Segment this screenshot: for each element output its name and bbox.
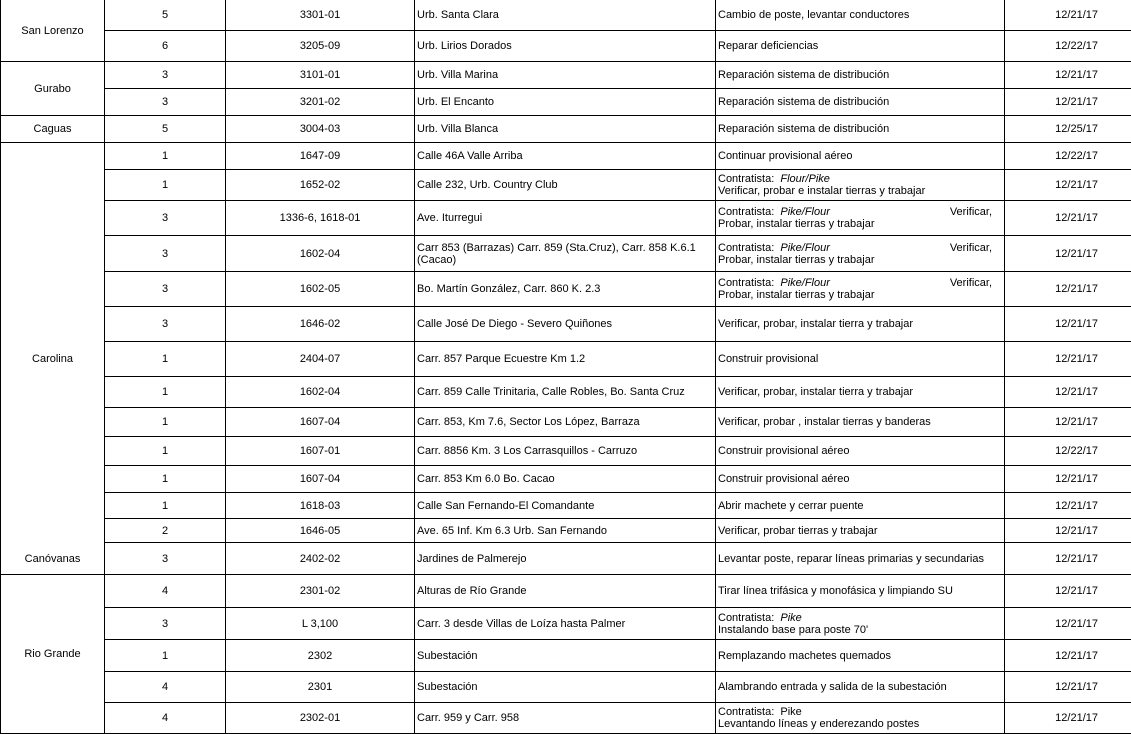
- circuit-cell: [226, 201, 415, 236]
- location-text: Jardines de Palmerejo: [417, 552, 527, 565]
- brigade-cell: [105, 170, 226, 201]
- contractor-line: [718, 277, 992, 289]
- date-cell: [1005, 272, 1131, 307]
- location-cell: [415, 493, 716, 519]
- brigade-count: 3: [161, 96, 169, 108]
- circuit-cell: [226, 672, 415, 703]
- brigade-count: 1: [161, 416, 169, 428]
- task-content: [718, 40, 992, 52]
- location-text: Carr. 8856 Km. 3 Los Carrasquillos - Carruzo: [417, 445, 638, 457]
- brigade-count: 1: [161, 386, 169, 398]
- brigade-count: 1: [161, 649, 169, 662]
- task-cell: [716, 408, 1005, 437]
- location-cell: [415, 342, 716, 377]
- circuit-cell: [226, 143, 415, 170]
- task-cell: [716, 575, 1005, 608]
- location-cell: [415, 89, 716, 116]
- contractor-label: Contratista:: [718, 173, 775, 185]
- brigade-count: 3: [161, 552, 169, 565]
- brigade-count: 5: [161, 9, 169, 21]
- task-content: [718, 206, 992, 230]
- task-content: [718, 96, 992, 108]
- contractor-name: Pike/Flour: [780, 277, 830, 289]
- task-text: Reparar deficiencias: [718, 40, 819, 52]
- circuit-id: L 3,100: [301, 617, 339, 630]
- brigade-count: 1: [161, 445, 169, 457]
- brigade-cell: [105, 672, 226, 703]
- circuit-id: 2302-01: [299, 712, 341, 724]
- task-content: [718, 681, 992, 693]
- task-content: [718, 353, 992, 365]
- task-content: [718, 9, 992, 21]
- location-text: Calle 232, Urb. Country Club: [417, 179, 558, 191]
- location-cell: [415, 703, 716, 734]
- circuit-cell: [226, 342, 415, 377]
- brigade-cell: [105, 342, 226, 377]
- task-content: [718, 706, 992, 730]
- location-cell: [415, 640, 716, 672]
- brigade-count: 1: [161, 353, 169, 365]
- town-cell: [0, 143, 105, 575]
- circuit-cell: [226, 272, 415, 307]
- circuit-cell: [226, 640, 415, 672]
- task-content: [718, 150, 992, 162]
- task-text: Verificar, probar , instalar tierras y banderas: [718, 416, 931, 428]
- brigade-count: 1: [161, 499, 169, 512]
- task-text: Construir provisional aéreo: [718, 445, 850, 457]
- task-cell: [716, 672, 1005, 703]
- location-text: Carr 853 (Barrazas) Carr. 859 (Sta.Cruz), Carr. 858 K.6.1 (Cacao): [417, 241, 696, 266]
- brigade-count: 3: [161, 318, 169, 330]
- task-content: [718, 473, 992, 485]
- contractor-line: [718, 612, 992, 624]
- location-text: Calle José De Diego - Severo Quiñones: [417, 318, 613, 330]
- circuit-id: 3301-01: [299, 9, 341, 21]
- date-cell: [1005, 377, 1131, 408]
- brigade-cell: [105, 116, 226, 143]
- location-cell: [415, 377, 716, 408]
- task-cell: [716, 437, 1005, 466]
- contractor-label: Contratista:: [718, 277, 775, 289]
- circuit-id: 1646-05: [299, 524, 341, 537]
- task-cell: [716, 170, 1005, 201]
- contractor-name: Pike/Flour: [780, 206, 830, 218]
- circuit-id: 1607-04: [299, 473, 341, 485]
- date-text: 12/21/17: [1055, 585, 1098, 597]
- brigade-count: 3: [161, 283, 169, 295]
- contractor-name: Flour/Pike: [780, 173, 830, 185]
- task-content: [718, 525, 992, 537]
- task-content: [718, 445, 992, 457]
- brigade-count: 1: [161, 150, 169, 162]
- task-cell: [716, 640, 1005, 672]
- task-cell: [716, 236, 1005, 272]
- contractor-name: Pike: [780, 611, 802, 624]
- date-cell: [1005, 703, 1131, 734]
- task-first-word: Verificar,: [949, 206, 992, 218]
- date-cell: [1005, 437, 1131, 466]
- task-content: [718, 500, 992, 512]
- town-name: San Lorenzo: [21, 24, 84, 37]
- brigade-cell: [105, 575, 226, 608]
- date-text: 12/21/17: [1055, 9, 1098, 21]
- circuit-id: 1647-09: [299, 150, 341, 162]
- location-text: Carr. 3 desde Villas de Loíza hasta Palmer: [417, 617, 626, 630]
- location-text: Urb. Villa Marina: [417, 69, 499, 81]
- contractor-label: Contratista:: [718, 611, 775, 624]
- location-cell: [415, 62, 716, 89]
- brigade-count: 2: [161, 524, 169, 537]
- task-text: Verificar, probar tierras y trabajar: [718, 524, 878, 537]
- brigade-cell: [105, 640, 226, 672]
- location-cell: [415, 0, 716, 31]
- date-cell: [1005, 543, 1131, 575]
- brigade-cell: [105, 377, 226, 408]
- date-text: 12/21/17: [1055, 353, 1098, 365]
- date-cell: [1005, 0, 1131, 31]
- circuit-id: 2301: [307, 681, 333, 693]
- location-cell: [415, 116, 716, 143]
- date-cell: [1005, 143, 1131, 170]
- task-text: Reparación sistema de distribución: [718, 69, 890, 81]
- location-text: Urb. Santa Clara: [417, 9, 499, 21]
- circuit-cell: [226, 408, 415, 437]
- circuit-cell: [226, 170, 415, 201]
- circuit-cell: [226, 377, 415, 408]
- circuit-id: 1602-04: [299, 386, 341, 398]
- location-cell: [415, 608, 716, 640]
- task-text: Reparación sistema de distribución: [718, 96, 890, 108]
- brigade-count: 6: [161, 40, 169, 52]
- date-text: 12/21/17: [1055, 416, 1098, 428]
- task-cell: [716, 377, 1005, 408]
- town-cell: [0, 543, 105, 575]
- contractor-label: Contratista:: [718, 706, 775, 718]
- date-cell: [1005, 89, 1131, 116]
- date-text: 12/21/17: [1055, 283, 1098, 295]
- task-text: Verificar, probar, instalar tierra y trabajar: [718, 318, 914, 330]
- location-text: Ave. 65 Inf. Km 6.3 Urb. San Fernando: [417, 524, 607, 537]
- brigade-count: 3: [161, 212, 169, 224]
- task-first-word: Verificar,: [949, 241, 992, 254]
- location-cell: [415, 575, 716, 608]
- circuit-cell: [226, 543, 415, 575]
- task-cell: [716, 201, 1005, 236]
- task-first-word: Verificar,: [949, 277, 992, 289]
- brigade-cell: [105, 0, 226, 31]
- brigade-count: 4: [161, 712, 169, 724]
- town-cell: [0, 575, 105, 734]
- circuit-id: 1618-03: [299, 499, 341, 512]
- brigade-cell: [105, 608, 226, 640]
- contractor-name: Pike/Flour: [780, 241, 830, 254]
- circuit-cell: [226, 493, 415, 519]
- circuit-cell: [226, 703, 415, 734]
- date-cell: [1005, 342, 1131, 377]
- task-text: Construir provisional aéreo: [718, 473, 850, 485]
- location-text: Carr. 859 Calle Trinitaria, Calle Robles, Bo. Santa Cruz: [417, 386, 685, 398]
- location-text: Subestación: [417, 649, 478, 662]
- date-cell: [1005, 307, 1131, 342]
- date-text: 12/25/17: [1055, 123, 1098, 135]
- location-cell: [415, 543, 716, 575]
- brigade-cell: [105, 466, 226, 493]
- date-text: 12/21/17: [1055, 617, 1098, 630]
- circuit-cell: [226, 575, 415, 608]
- brigade-count: 3: [161, 69, 169, 81]
- date-cell: [1005, 519, 1131, 543]
- date-text: 12/21/17: [1055, 318, 1098, 330]
- date-text: 12/21/17: [1055, 96, 1098, 108]
- circuit-cell: [226, 236, 415, 272]
- brigade-cell: [105, 703, 226, 734]
- task-text: Probar, instalar tierras y trabajar: [718, 289, 875, 301]
- task-text: Cambio de poste, levantar conductores: [718, 9, 910, 21]
- town-name: Caguas: [33, 123, 72, 135]
- date-text: 12/21/17: [1055, 552, 1098, 565]
- location-cell: [415, 672, 716, 703]
- task-cell: [716, 62, 1005, 89]
- location-text: Ave. Iturregui: [417, 212, 483, 224]
- task-content: [718, 386, 992, 398]
- date-text: 12/21/17: [1055, 649, 1098, 662]
- location-cell: [415, 307, 716, 342]
- task-cell: [716, 543, 1005, 575]
- brigade-cell: [105, 493, 226, 519]
- date-cell: [1005, 170, 1131, 201]
- task-text: Construir provisional: [718, 353, 819, 365]
- circuit-cell: [226, 466, 415, 493]
- brigade-count: 5: [161, 123, 169, 135]
- task-content: [718, 318, 992, 330]
- brigade-count: 4: [161, 585, 169, 597]
- brigade-cell: [105, 543, 226, 575]
- town-cell: [0, 62, 105, 116]
- circuit-cell: [226, 519, 415, 543]
- date-cell: [1005, 116, 1131, 143]
- task-text: Abrir machete y cerrar puente: [718, 499, 864, 512]
- town-name: Rio Grande: [24, 648, 81, 660]
- brigade-cell: [105, 143, 226, 170]
- location-text: Calle 46A Valle Arriba: [417, 150, 523, 162]
- task-cell: [716, 89, 1005, 116]
- location-cell: [415, 170, 716, 201]
- circuit-cell: [226, 437, 415, 466]
- location-cell: [415, 466, 716, 493]
- brigade-cell: [105, 408, 226, 437]
- contractor-label: Contratista:: [718, 241, 775, 254]
- location-text: Carr. 959 y Carr. 958: [417, 712, 520, 724]
- date-text: 12/22/17: [1055, 150, 1098, 162]
- task-cell: [716, 493, 1005, 519]
- contractor-line: [718, 206, 992, 218]
- task-text: Verificar, probar, instalar tierra y trabajar: [718, 386, 914, 398]
- circuit-cell: [226, 31, 415, 62]
- brigade-cell: [105, 272, 226, 307]
- date-text: 12/21/17: [1055, 69, 1098, 81]
- date-text: 12/21/17: [1055, 524, 1098, 537]
- brigade-cell: [105, 236, 226, 272]
- date-cell: [1005, 672, 1131, 703]
- contractor-name: Pike: [780, 706, 802, 718]
- task-content: [718, 69, 992, 81]
- town-name: Gurabo: [34, 82, 71, 95]
- town-cell: [0, 0, 105, 62]
- date-text: 12/21/17: [1055, 473, 1098, 485]
- location-text: Alturas de Río Grande: [417, 585, 527, 597]
- task-text: Probar, instalar tierras y trabajar: [718, 253, 875, 266]
- circuit-id: 1607-01: [299, 445, 341, 457]
- task-text: Levantando líneas y enderezando postes: [718, 718, 920, 730]
- date-text: 12/21/17: [1055, 712, 1098, 724]
- brigade-count: 3: [161, 617, 169, 630]
- brigade-count: 4: [161, 681, 169, 693]
- date-text: 12/21/17: [1055, 499, 1098, 512]
- date-text: 12/21/17: [1055, 247, 1098, 260]
- task-content: [718, 650, 992, 662]
- circuit-id: 3205-09: [299, 40, 341, 52]
- date-cell: [1005, 236, 1131, 272]
- brigade-count: 1: [161, 179, 169, 191]
- task-content: [718, 173, 992, 197]
- circuit-id: 1646-02: [299, 318, 341, 330]
- circuit-id: 2402-02: [299, 552, 341, 565]
- task-content: [718, 612, 992, 636]
- town-name: Canóvanas: [24, 552, 81, 565]
- location-text: Bo. Martín González, Carr. 860 K. 2.3: [417, 283, 601, 295]
- task-cell: [716, 0, 1005, 31]
- task-content: [718, 277, 992, 301]
- brigade-cell: [105, 519, 226, 543]
- brigade-cell: [105, 437, 226, 466]
- circuit-id: 3004-03: [299, 123, 341, 135]
- location-text: Subestación: [417, 681, 478, 693]
- circuit-id: 3201-02: [299, 96, 341, 108]
- task-cell: [716, 272, 1005, 307]
- date-cell: [1005, 493, 1131, 519]
- date-cell: [1005, 575, 1131, 608]
- circuit-id: 2404-07: [299, 353, 341, 365]
- circuit-cell: [226, 608, 415, 640]
- task-text: Reparación sistema de distribución: [718, 123, 890, 135]
- brigade-cell: [105, 307, 226, 342]
- town-name: Carolina: [32, 352, 73, 365]
- date-cell: [1005, 31, 1131, 62]
- task-text: Remplazando machetes quemados: [718, 649, 892, 662]
- date-text: 12/22/17: [1055, 445, 1098, 457]
- location-text: Carr. 857 Parque Ecuestre Km 1.2: [417, 353, 586, 365]
- circuit-cell: [226, 62, 415, 89]
- date-cell: [1005, 201, 1131, 236]
- task-text: Levantar poste, reparar líneas primarias y secundarias: [718, 552, 984, 565]
- circuit-id: 2302: [307, 649, 333, 662]
- brigade-cell: [105, 62, 226, 89]
- location-cell: [415, 143, 716, 170]
- date-text: 12/21/17: [1055, 212, 1098, 224]
- brigade-count: 1: [161, 473, 169, 485]
- date-text: 12/21/17: [1055, 179, 1098, 191]
- date-cell: [1005, 640, 1131, 672]
- contractor-line: [718, 706, 992, 718]
- task-cell: [716, 307, 1005, 342]
- location-cell: [415, 519, 716, 543]
- circuit-id: 1336-6, 1618-01: [279, 212, 361, 224]
- brigade-cell: [105, 89, 226, 116]
- contractor-line: [718, 173, 992, 185]
- date-cell: [1005, 608, 1131, 640]
- location-cell: [415, 272, 716, 307]
- circuit-id: 1602-04: [299, 247, 341, 260]
- location-text: Urb. Lirios Dorados: [417, 40, 512, 52]
- circuit-id: 2301-02: [299, 585, 341, 597]
- task-text: Probar, instalar tierras y trabajar: [718, 218, 875, 230]
- task-cell: [716, 466, 1005, 493]
- location-text: Urb. El Encanto: [417, 96, 495, 108]
- date-text: 12/22/17: [1055, 40, 1098, 52]
- task-text: Verificar, probar e instalar tierras y trabajar: [718, 185, 926, 197]
- task-cell: [716, 703, 1005, 734]
- location-text: Carr. 853, Km 7.6, Sector Los López, Barraza: [417, 416, 640, 428]
- brigade-count: 3: [161, 247, 169, 260]
- circuit-id: 1652-02: [299, 179, 341, 191]
- task-content: [718, 242, 992, 266]
- task-cell: [716, 143, 1005, 170]
- task-cell: [716, 31, 1005, 62]
- location-text: Carr. 853 Km 6.0 Bo. Cacao: [417, 473, 555, 485]
- circuit-cell: [226, 0, 415, 31]
- location-cell: [415, 31, 716, 62]
- town-cell: [0, 116, 105, 143]
- date-text: 12/21/17: [1055, 386, 1098, 398]
- task-text: Tirar línea trifásica y monofásica y limpiando SU: [718, 585, 953, 597]
- contractor-label: Contratista:: [718, 206, 775, 218]
- circuit-cell: [226, 116, 415, 143]
- task-content: [718, 585, 992, 597]
- task-content: [718, 416, 992, 428]
- date-text: 12/21/17: [1055, 681, 1098, 693]
- brigade-cell: [105, 31, 226, 62]
- circuit-id: 3101-01: [299, 69, 341, 81]
- task-content: [718, 123, 992, 135]
- task-cell: [716, 116, 1005, 143]
- date-cell: [1005, 62, 1131, 89]
- circuit-id: 1607-04: [299, 416, 341, 428]
- task-text: Continuar provisional aéreo: [718, 150, 853, 162]
- location-cell: [415, 408, 716, 437]
- task-text: Alambrando entrada y salida de la subestación: [718, 681, 947, 693]
- location-cell: [415, 201, 716, 236]
- contractor-line: [718, 242, 992, 254]
- circuit-cell: [226, 307, 415, 342]
- date-cell: [1005, 466, 1131, 493]
- location-text: Urb. Villa Blanca: [417, 123, 499, 135]
- location-cell: [415, 236, 716, 272]
- task-content: [718, 553, 992, 565]
- circuit-id: 1602-05: [299, 283, 341, 295]
- location-text: Calle San Fernando-El Comandante: [417, 499, 595, 512]
- date-cell: [1005, 408, 1131, 437]
- location-cell: [415, 437, 716, 466]
- task-text: Instalando base para poste 70': [718, 623, 869, 636]
- brigade-cell: [105, 201, 226, 236]
- task-cell: [716, 342, 1005, 377]
- task-cell: [716, 608, 1005, 640]
- circuit-cell: [226, 89, 415, 116]
- task-cell: [716, 519, 1005, 543]
